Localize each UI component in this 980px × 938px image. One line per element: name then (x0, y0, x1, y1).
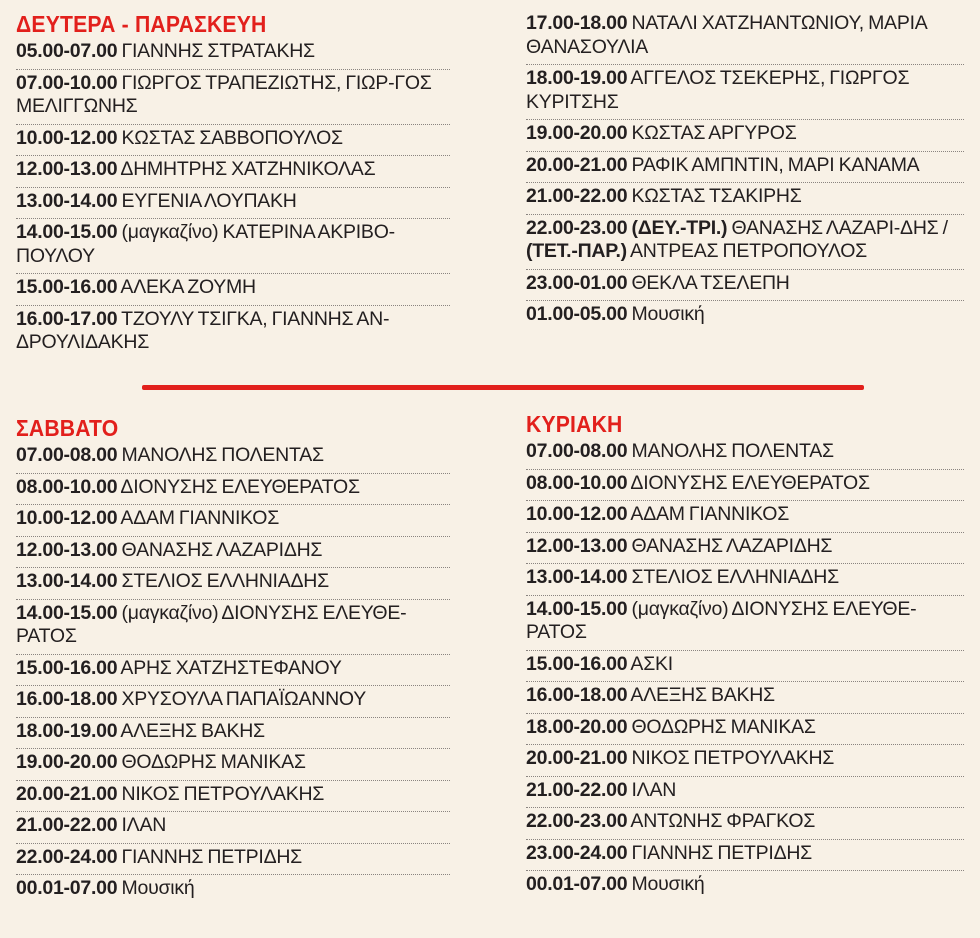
host-name: ΝΙΚΟΣ ΠΕΤΡΟΥΛΑΚΗΣ (117, 782, 325, 805)
time-slot: 21.00-22.00 (16, 814, 118, 836)
sunday-heading: ΚΥΡΙΑΚΗ (526, 411, 623, 437)
schedule-entry (16, 781, 450, 813)
host-name: ΚΩΣΤΑΣ ΣΑΒΒΟΠΟΥΛΟΣ (117, 126, 343, 149)
time-slot: 15.00-16.00 (16, 276, 118, 298)
time-slot: 18.00-20.00 (526, 715, 628, 738)
host-name: ΘΑΝΑΣΗΣ ΛΑΖΑΡΙΔΗΣ (627, 534, 833, 557)
saturday-column (16, 414, 450, 906)
host-name: Μουσική (117, 877, 195, 899)
host-name: ΕΥΓΕΝΙΑ ΛΟΥΠΑΚΗ (117, 189, 297, 212)
time-slot: 14.00-15.00 (16, 221, 118, 243)
host-name: ΘΑΝΑΣΗΣ ΛΑΖΑΡΙΔΗΣ (117, 538, 323, 561)
schedule-entry (526, 745, 964, 777)
host-name: ΤΖΟΥΛΥ ΤΣΙΓΚΑ, ΓΙΑΝΝΗΣ ΑΝ-ΔΡΟΥΛΙΔΑΚΗΣ (16, 307, 390, 353)
schedule-entry (16, 125, 450, 157)
schedule-entry (526, 651, 964, 683)
time-slot: 16.00-18.00 (526, 684, 628, 706)
schedule-entry (16, 38, 450, 70)
time-slot: 13.00-14.00 (526, 566, 628, 588)
host-name: ΑΔΑΜ ΓΙΑΝΝΙΚΟΣ (117, 507, 280, 529)
time-slot: 21.00-22.00 (526, 185, 628, 207)
schedule-entry (16, 686, 450, 718)
host-name: ΚΩΣΤΑΣ ΑΡΓΥΡΟΣ (627, 122, 797, 144)
host-name: ΘΑΝΑΣΗΣ ΛΑΖΑΡΙ-ΔΗΣ / (727, 216, 948, 239)
host-name: (μαγκαζίνο) ΚΑΤΕΡΙΝΑ ΑΚΡΙΒΟ-ΠΟΥΛΟΥ (16, 221, 395, 267)
schedule-entry (16, 655, 450, 687)
host-name: ΓΙΑΝΝΗΣ ΠΕΤΡΙΔΗΣ (627, 841, 812, 864)
time-slot: 12.00-13.00 (526, 534, 628, 557)
schedule-entry (526, 438, 964, 470)
time-slot: 14.00-15.00 (16, 601, 118, 624)
time-slot: 23.00-01.00 (526, 271, 628, 294)
schedule-entry (526, 840, 964, 872)
sunday-column (526, 410, 964, 902)
host-name: ΘΕΚΛΑ ΤΣΕΛΕΠΗ (627, 271, 790, 294)
schedule-entry (16, 718, 450, 750)
schedule-entry (16, 749, 450, 781)
time-slot: 16.00-17.00 (16, 307, 118, 330)
schedule-entry (16, 844, 450, 876)
host-name: ΑΛΕΞΗΣ ΒΑΚΗΣ (117, 719, 265, 742)
host-name: ΑΛΕΚΑ ΖΟΥΜΗ (117, 276, 256, 298)
schedule-entry (16, 505, 450, 537)
section-divider (142, 385, 864, 390)
schedule-entry (16, 537, 450, 569)
time-slot: 08.00-10.00 (16, 475, 118, 498)
host-name: Μουσική (627, 873, 705, 895)
host-name: ΓΙΑΝΝΗΣ ΠΕΤΡΙΔΗΣ (117, 845, 302, 868)
host-name: ΔΙΟΝΥΣΗΣ ΕΛΕΥΘΕΡΑΤΟΣ (627, 471, 870, 494)
host-name: ΘΟΔΩΡΗΣ ΜΑΝΙΚΑΣ (627, 715, 816, 738)
time-slot: 20.00-21.00 (526, 747, 628, 769)
time-slot: 15.00-16.00 (526, 652, 628, 675)
schedule-entry (526, 215, 964, 270)
host-name: ΑΣΚΙ (627, 652, 673, 675)
time-slot: 07.00-08.00 (526, 440, 628, 462)
schedule-entry (526, 183, 964, 215)
host-name: ΑΓΓΕΛΟΣ ΤΣΕΚΕΡΗΣ, ΓΙΩΡΓΟΣ ΚΥΡΙΤΣΗΣ (526, 67, 910, 113)
day-range-label: (ΔΕΥ.-ΤΡΙ.) (627, 216, 728, 239)
time-slot: 23.00-24.00 (526, 841, 628, 864)
time-slot: 16.00-18.00 (16, 688, 118, 710)
time-slot: 05.00-07.00 (16, 40, 118, 62)
schedule-entry (526, 270, 964, 302)
time-slot: 18.00-19.00 (16, 719, 118, 742)
time-slot: 19.00-20.00 (526, 122, 628, 144)
time-slot: 15.00-16.00 (16, 656, 118, 679)
host-name: ΙΛΑΝ (627, 778, 677, 801)
time-slot: 21.00-22.00 (526, 778, 628, 801)
schedule-entry (526, 714, 964, 746)
time-slot: 07.00-10.00 (16, 71, 118, 94)
weekdays-heading: ΔΕΥΤΕΡΑ - ΠΑΡΑΣΚΕΥΗ (16, 11, 267, 37)
time-slot: 19.00-20.00 (16, 751, 118, 773)
host-name: ΑΝΤΡΕΑΣ ΠΕΤΡΟΠΟΥΛΟΣ (626, 240, 867, 262)
schedule-entry (526, 682, 964, 714)
day-range-label: (ΤΕΤ.-ΠΑΡ.) (526, 240, 627, 262)
host-name: ΑΝΤΩΝΗΣ ΦΡΑΓΚΟΣ (627, 810, 816, 832)
time-slot: 00.01-07.00 (526, 873, 628, 895)
time-slot: 14.00-15.00 (526, 597, 628, 620)
host-name: ΜΑΝΟΛΗΣ ΠΟΛΕΝΤΑΣ (627, 440, 834, 462)
time-slot: 20.00-21.00 (526, 153, 628, 176)
time-slot: 10.00-12.00 (526, 503, 628, 525)
host-name: ΓΙΩΡΓΟΣ ΤΡΑΠΕΖΙΩΤΗΣ, ΓΙΩΡ-ΓΟΣ ΜΕΛΙΓΓΩΝΗΣ (16, 71, 432, 117)
schedule-entry (526, 871, 964, 902)
host-name: ΔΙΟΝΥΣΗΣ ΕΛΕΥΘΕΡΑΤΟΣ (117, 475, 360, 498)
schedule-entry (16, 70, 450, 125)
host-name: ΑΔΑΜ ΓΙΑΝΝΙΚΟΣ (627, 503, 790, 525)
schedule-entry (526, 808, 964, 840)
schedule-entry (16, 188, 450, 220)
host-name: ΡΑΦΙΚ ΑΜΠΝΤΙΝ, ΜΑΡΙ ΚΑΝΑΜΑ (627, 153, 920, 176)
host-name: ΝΑΤΑΛΙ ΧΑΤΖΗΑΝΤΩΝΙΟΥ, ΜΑΡΙΑ ΘΑΝΑΣΟΥΛΙΑ (526, 12, 927, 58)
host-name: ΣΤΕΛΙΟΣ ΕΛΛΗΝΙΑΔΗΣ (627, 566, 839, 588)
schedule-entry (16, 568, 450, 600)
schedule-entry (526, 152, 964, 184)
time-slot: 01.00-05.00 (526, 303, 628, 325)
host-name: ΙΛΑΝ (117, 814, 167, 836)
host-name: ΔΗΜΗΤΡΗΣ ΧΑΤΖΗΝΙΚΟΛΑΣ (117, 158, 376, 180)
time-slot: 12.00-13.00 (16, 538, 118, 561)
time-slot: 20.00-21.00 (16, 782, 118, 805)
host-name: ΝΙΚΟΣ ΠΕΤΡΟΥΛΑΚΗΣ (627, 747, 835, 769)
schedule-entry (526, 65, 964, 120)
schedule-entry (526, 301, 964, 332)
schedule-entry (16, 156, 450, 188)
host-name: ΘΟΔΩΡΗΣ ΜΑΝΙΚΑΣ (117, 751, 306, 773)
weekdays-right-column (526, 10, 964, 332)
schedule-entry (526, 533, 964, 565)
saturday-heading: ΣΑΒΒΑΤΟ (16, 415, 119, 441)
schedule-entry (526, 777, 964, 809)
host-name: ΜΑΝΟΛΗΣ ΠΟΛΕΝΤΑΣ (117, 444, 324, 466)
schedule-entry (526, 470, 964, 502)
time-slot: 07.00-08.00 (16, 444, 118, 466)
time-slot: 22.00-23.00 (526, 810, 628, 832)
time-slot: 00.01-07.00 (16, 877, 118, 899)
schedule-entry (16, 474, 450, 506)
time-slot: 18.00-19.00 (526, 67, 628, 89)
schedule-entry (526, 564, 964, 596)
schedule-entry (16, 875, 450, 906)
schedule-entry (16, 306, 450, 360)
time-slot: 17.00-18.00 (526, 12, 628, 34)
schedule-entry (526, 120, 964, 152)
time-slot: 12.00-13.00 (16, 158, 118, 180)
schedule-entry (16, 442, 450, 474)
time-slot: 10.00-12.00 (16, 507, 118, 529)
schedule-entry (526, 501, 964, 533)
host-name: ΧΡΥΣΟΥΛΑ ΠΑΠΑΪΩΑΝΝΟΥ (117, 688, 366, 710)
host-name: ΣΤΕΛΙΟΣ ΕΛΛΗΝΙΑΔΗΣ (117, 570, 329, 592)
host-name: ΑΡΗΣ ΧΑΤΖΗΣΤΕΦΑΝΟΥ (117, 656, 342, 679)
host-name: ΚΩΣΤΑΣ ΤΣΑΚΙΡΗΣ (627, 185, 802, 207)
host-name: Μουσική (627, 303, 705, 325)
time-slot: 13.00-14.00 (16, 570, 118, 592)
time-slot: 22.00-24.00 (16, 845, 118, 868)
host-name: (μαγκαζίνο) ΔΙΟΝΥΣΗΣ ΕΛΕΥΘΕ-ΡΑΤΟΣ (16, 601, 407, 647)
schedule-entry (16, 274, 450, 306)
schedule-entry (16, 600, 450, 655)
time-slot: 08.00-10.00 (526, 471, 628, 494)
host-name: ΓΙΑΝΝΗΣ ΣΤΡΑΤΑΚΗΣ (117, 40, 315, 62)
schedule-entry (526, 10, 964, 65)
time-slot: 13.00-14.00 (16, 189, 118, 212)
time-slot: 10.00-12.00 (16, 126, 118, 149)
weekdays-left-column (16, 10, 450, 360)
time-slot: 22.00-23.00 (526, 216, 628, 239)
schedule-entry (16, 219, 450, 274)
schedule-entry (16, 812, 450, 844)
host-name: (μαγκαζίνο) ΔΙΟΝΥΣΗΣ ΕΛΕΥΘΕ-ΡΑΤΟΣ (526, 597, 917, 643)
schedule-entry (526, 596, 964, 651)
host-name: ΑΛΕΞΗΣ ΒΑΚΗΣ (627, 684, 775, 706)
